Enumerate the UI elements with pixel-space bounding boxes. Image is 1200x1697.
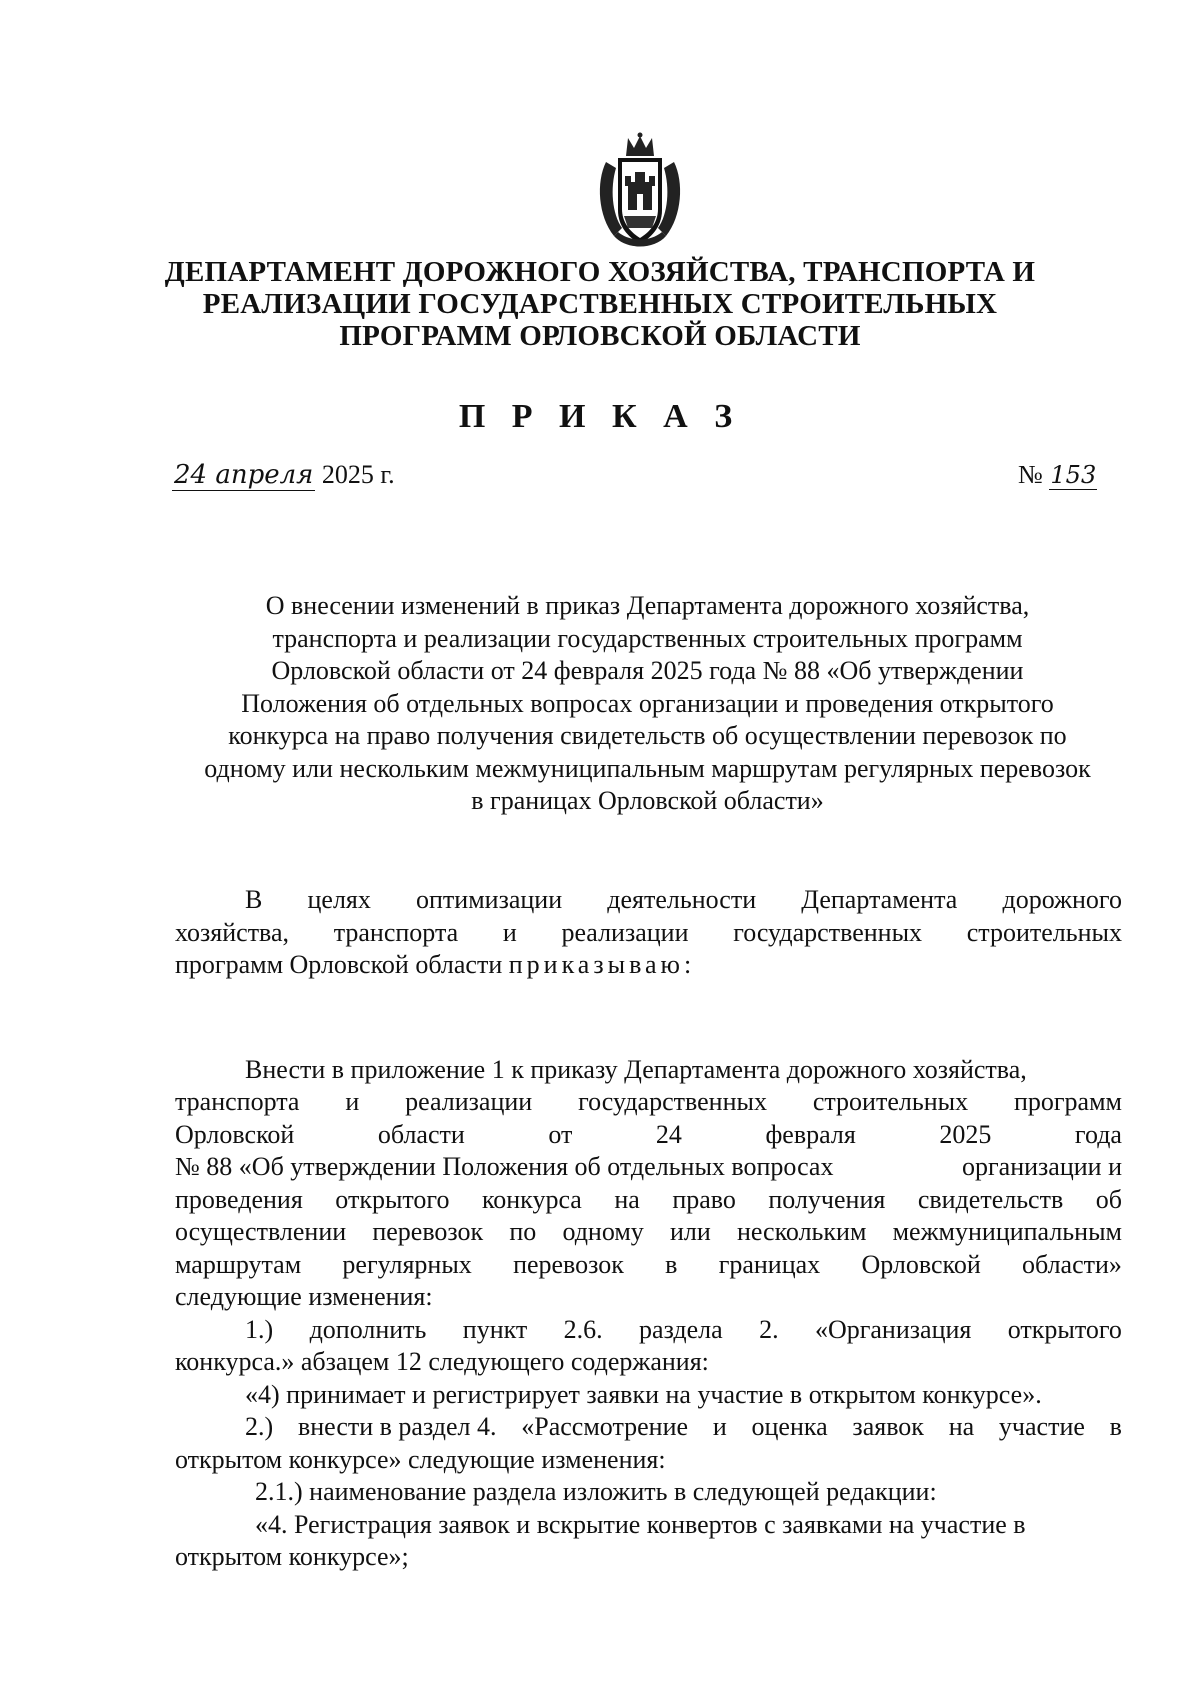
order-number <box>1018 460 1097 490</box>
order-verb: приказываю: <box>508 950 696 979</box>
word: конкурса <box>481 1184 582 1214</box>
order-line-7 <box>175 1249 1122 1282</box>
order-line-6 <box>175 1216 1122 1249</box>
word: и <box>712 1412 727 1441</box>
order-line-5 <box>175 1184 1122 1217</box>
word: раздела <box>639 1314 723 1344</box>
document-type-title: П Р И К А З <box>458 398 742 435</box>
word: транспорта <box>175 1087 300 1116</box>
subject-line: Орловской области от 24 февраля 2025 года № 88 «Об утверждении <box>271 656 1024 685</box>
word: 2.6. <box>563 1314 603 1344</box>
item-1-line-1 <box>175 1314 1122 1347</box>
word: дополнить <box>309 1314 427 1344</box>
subject-line: одному или нескольким межмуниципальным маршрутам регулярных перевозок <box>204 753 1091 783</box>
word: осуществлении <box>175 1217 347 1246</box>
word: дорожного <box>1002 885 1122 914</box>
word: право <box>672 1184 736 1214</box>
word: оценка <box>751 1412 828 1441</box>
word: государственных <box>733 917 923 947</box>
spacer <box>175 982 1122 1054</box>
word: заявок <box>852 1412 924 1441</box>
word-group: организации и <box>962 1152 1122 1181</box>
number-label: № <box>1018 460 1043 489</box>
word-group: внести в раздел 4. <box>297 1412 497 1441</box>
word: границах <box>718 1249 821 1279</box>
subject-line: О внесении изменений в приказ Департамента дорожного хозяйства, <box>265 591 1030 620</box>
word: регулярных <box>342 1249 472 1279</box>
word: февраля <box>765 1119 856 1149</box>
order-line-2 <box>175 1086 1122 1119</box>
word: года <box>1074 1119 1122 1149</box>
item-number: 2.) <box>245 1412 274 1441</box>
organization-header <box>100 256 1100 352</box>
word: целях <box>307 885 371 914</box>
word: «Рассмотрение <box>521 1412 689 1441</box>
word: 2. <box>759 1314 779 1344</box>
coat-of-arms-emblem <box>592 132 688 252</box>
word: программ <box>1013 1087 1122 1116</box>
word: транспорта <box>333 917 459 947</box>
item-2-1-quote-line-2: открытом конкурсе»; <box>175 1542 409 1571</box>
organization-line-2: РЕАЛИЗАЦИИ ГОСУДАРСТВЕННЫХ СТРОИТЕЛЬНЫХ <box>202 288 998 320</box>
item-2-1-quote-line-1: «4. Регистрация заявок и вскрытие конвертов с заявками на участие в <box>255 1509 1026 1539</box>
word: участие <box>998 1412 1085 1441</box>
word: строительных <box>966 917 1122 947</box>
subject-line: в границах Орловской области» <box>471 786 824 815</box>
word: хозяйства, <box>175 917 290 947</box>
subject-line: конкурса на право получения свидетельств об осуществлении перевозок по <box>228 721 1067 750</box>
word: Орловской <box>861 1249 981 1279</box>
word: В <box>245 885 263 914</box>
order-line-1: Внести в приложение 1 к приказу Департамента дорожного хозяйства, <box>245 1054 1027 1084</box>
word: государственных <box>578 1087 767 1116</box>
order-body <box>175 884 1122 1574</box>
word: и <box>502 917 517 947</box>
word: нескольким <box>736 1217 867 1246</box>
word: маршрутам <box>175 1249 302 1279</box>
item-2-line-1 <box>175 1411 1122 1444</box>
subject-line: Положения об отдельных вопросах организации и проведения открытого <box>241 688 1054 718</box>
word: получения <box>768 1184 886 1214</box>
word: в <box>665 1249 678 1279</box>
word: реализации <box>405 1087 533 1116</box>
word: области» <box>1022 1249 1122 1279</box>
word: деятельности <box>607 885 757 914</box>
item-number: 1.) <box>245 1314 274 1344</box>
word: строительных <box>812 1087 969 1116</box>
preamble-line-2 <box>175 917 1122 950</box>
word: об <box>1095 1184 1122 1214</box>
word: на <box>948 1412 975 1441</box>
item-2-line-2: открытом конкурсе» следующие изменения: <box>175 1444 666 1474</box>
word: и <box>345 1087 360 1116</box>
order-line-4 <box>175 1151 1122 1184</box>
subject-line: транспорта и реализации государственных строительных программ <box>272 623 1023 653</box>
word: или <box>669 1217 711 1246</box>
preamble-text: программ Орловской области <box>175 950 509 979</box>
word: «Организация <box>814 1314 972 1344</box>
word: реализации <box>561 917 689 947</box>
word: свидетельств <box>917 1184 1064 1214</box>
word: 2025 <box>939 1119 992 1149</box>
word: Департамента <box>801 885 958 914</box>
word: межмуниципальным <box>892 1217 1122 1246</box>
word: на <box>614 1184 640 1214</box>
word: пункт <box>462 1314 528 1344</box>
order-line-3 <box>175 1119 1122 1152</box>
handwritten-number: 153 <box>1050 461 1097 489</box>
word: Орловской <box>175 1119 295 1149</box>
item-1-line-2: конкурса.» абзацем 12 следующего содержания: <box>175 1347 709 1376</box>
word: одному <box>562 1217 644 1246</box>
word: от <box>548 1119 573 1149</box>
word: по <box>509 1217 537 1246</box>
date-year: 2025 г. <box>321 460 395 489</box>
order-line-8: следующие изменения: <box>175 1282 433 1311</box>
word: перевозок <box>513 1249 624 1279</box>
item-1-quote: «4) принимает и регистрирует заявки на участие в открытом конкурсе». <box>245 1379 1042 1409</box>
order-date <box>172 460 395 490</box>
word-group: № 88 «Об утверждении Положения об отдельных вопросах <box>175 1152 834 1181</box>
order-subject <box>160 590 1135 818</box>
word: перевозок <box>372 1217 484 1246</box>
word: 24 <box>655 1119 682 1149</box>
word: в <box>1109 1412 1122 1441</box>
item-2-1: 2.1.) наименование раздела изложить в следующей редакции: <box>255 1477 937 1506</box>
preamble-line-3 <box>175 949 1122 982</box>
word: открытого <box>1007 1314 1122 1344</box>
word: открытого <box>335 1184 450 1214</box>
organization-line-1: ДЕПАРТАМЕНТ ДОРОЖНОГО ХОЗЯЙСТВА, ТРАНСПОРТА И <box>164 256 1036 288</box>
organization-line-3: ПРОГРАММ ОРЛОВСКОЙ ОБЛАСТИ <box>339 320 861 352</box>
preamble-line-1 <box>175 884 1122 917</box>
word: области <box>377 1119 465 1149</box>
word: оптимизации <box>416 885 563 914</box>
word: проведения <box>175 1184 303 1214</box>
handwritten-date: 24 апреля <box>174 460 314 490</box>
